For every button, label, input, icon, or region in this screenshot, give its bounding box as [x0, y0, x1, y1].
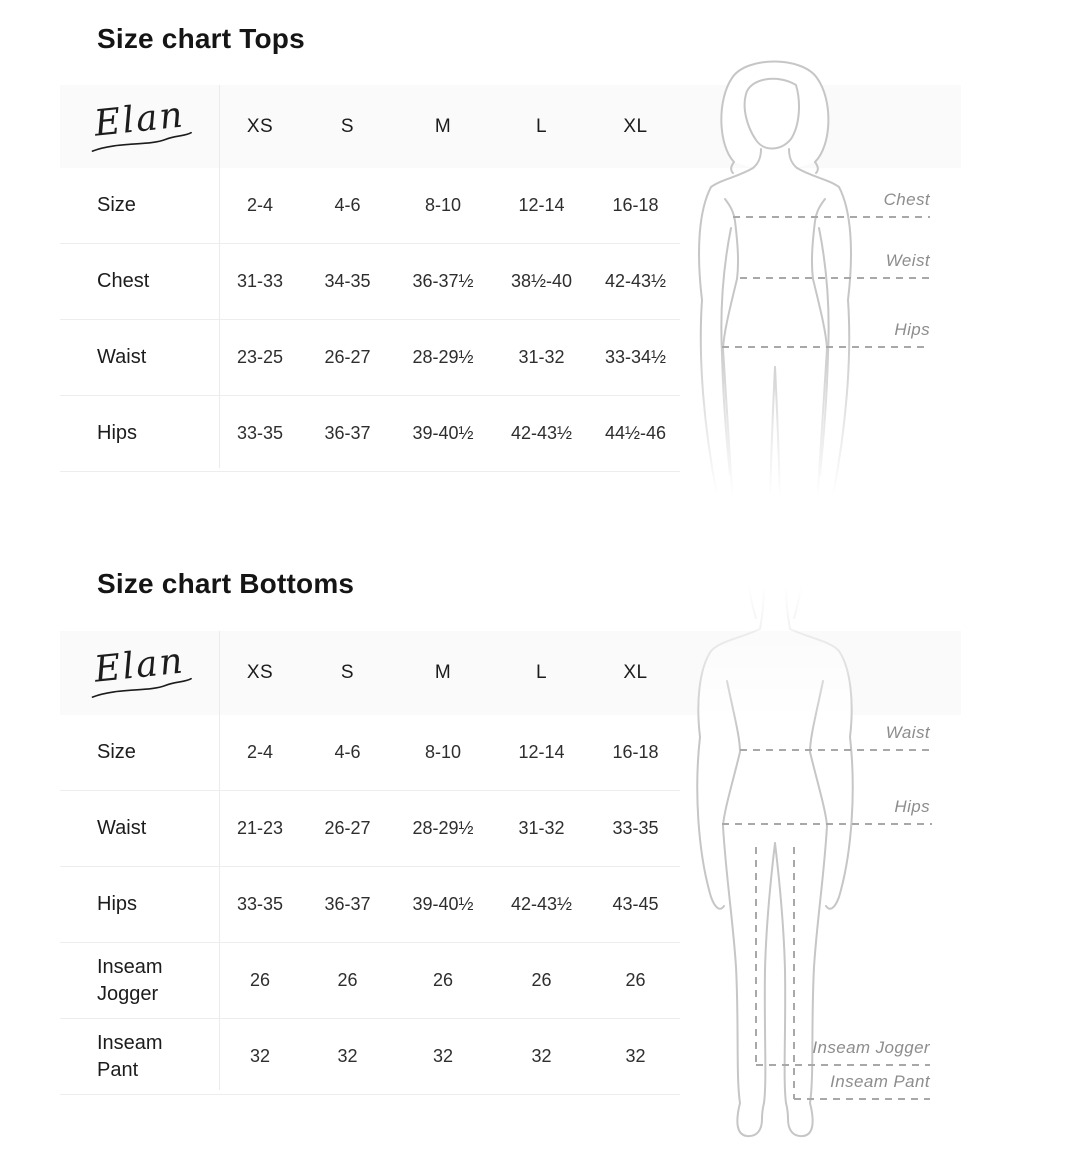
- brand-name: Elan: [91, 93, 187, 145]
- table-cell: 16-18: [612, 195, 659, 215]
- table-cell: 33-35: [236, 894, 284, 914]
- table-cell: 38½-40: [510, 271, 573, 291]
- table-cell: 31-32: [518, 347, 565, 367]
- table-cell: 28-29½: [412, 818, 474, 838]
- brand-logo: [60, 631, 219, 715]
- tops-row-label-waist: Waist: [97, 346, 147, 368]
- table-cell: 33-34½: [604, 347, 667, 367]
- table-cell: 26-27: [324, 347, 371, 367]
- tops-chest-guide-line: [733, 216, 930, 218]
- inseam-jogger-guide-line: [756, 1064, 930, 1066]
- brand-logo: [60, 85, 219, 168]
- table-cell: 39-40½: [412, 894, 474, 914]
- table-row: [60, 244, 680, 320]
- table-cell: 36-37½: [412, 271, 474, 291]
- table-cell: 32: [432, 1046, 454, 1066]
- bottoms-waist-guide-line: [740, 749, 932, 751]
- bottoms-row-label-hips: Hips: [97, 893, 138, 915]
- table-cell: 33-35: [612, 818, 659, 838]
- table-row: [60, 791, 680, 867]
- tops-table-column-divider: [219, 85, 220, 468]
- bottoms-size-table: [60, 631, 680, 1095]
- table-cell: 12-14: [518, 195, 565, 215]
- table-cell: 32: [337, 1046, 358, 1066]
- tops-column-header-m: M: [434, 115, 452, 137]
- tops-column-header-xl: XL: [623, 115, 648, 137]
- table-cell: 12-14: [518, 742, 565, 762]
- tops-hips-guide-line: [722, 346, 930, 348]
- tops-row-label-chest: Chest: [97, 270, 150, 292]
- bottoms-hips-guide-line: [722, 823, 932, 825]
- table-row: [60, 1019, 680, 1095]
- table-cell: 36-37: [324, 894, 371, 914]
- tops-hips-guide-label: Hips: [894, 320, 930, 339]
- table-cell: 28-29½: [412, 347, 474, 367]
- table-cell: 8-10: [424, 742, 462, 762]
- tops-page-title: Size chart Tops: [97, 23, 305, 54]
- bottoms-row-label-waist: Waist: [97, 817, 147, 839]
- table-cell: 26: [432, 970, 454, 990]
- table-cell: 21-23: [236, 818, 284, 838]
- table-cell: 26-27: [324, 818, 371, 838]
- table-cell: 34-35: [324, 271, 371, 291]
- brand-name: Elan: [91, 640, 187, 691]
- bottoms-page-title: Size chart Bottoms: [97, 568, 355, 599]
- table-cell: 32: [625, 1046, 646, 1066]
- table-row: [60, 320, 680, 396]
- table-cell: 44½-46: [604, 423, 667, 443]
- table-cell: 42-43½: [510, 423, 573, 443]
- tops-column-header-l: L: [535, 115, 548, 137]
- table-cell: 23-25: [236, 347, 284, 367]
- inseam-pant-guide-label: Inseam Pant: [830, 1072, 930, 1091]
- table-cell: 32: [531, 1046, 552, 1066]
- table-row: [60, 715, 680, 791]
- brand-signature: [85, 640, 193, 700]
- tops-row-label-size: Size: [97, 194, 136, 216]
- table-cell: 43-45: [612, 894, 659, 914]
- tops-chest-guide-label: Chest: [883, 190, 930, 209]
- bottoms-column-header-l: L: [535, 662, 548, 683]
- table-cell: 26: [337, 970, 358, 990]
- tops-size-table: [60, 85, 680, 472]
- bottoms-waist-guide-label: Waist: [885, 723, 930, 742]
- bottoms-row-label-size: Size: [97, 741, 136, 763]
- bottoms-row-label-inseam-jogger: Inseam Jogger: [97, 955, 163, 1005]
- tops-header-row: [60, 85, 680, 168]
- table-cell: 31-33: [236, 271, 284, 291]
- table-cell: 42-43½: [604, 271, 667, 291]
- table-cell: 31-32: [518, 818, 565, 838]
- inseam-pant-vertical-guide-line: [793, 847, 795, 1099]
- inseam-jogger-vertical-guide-line: [755, 847, 757, 1065]
- table-cell: 32: [249, 1046, 271, 1066]
- bottoms-hips-guide-label: Hips: [894, 797, 930, 816]
- bottoms-row-label-inseam-pant: Inseam Pant: [97, 1031, 163, 1081]
- tops-column-header-xs: XS: [246, 115, 274, 137]
- table-cell: 39-40½: [412, 423, 474, 443]
- female-figure-tops-icon: [690, 50, 960, 520]
- tops-column-header-s: S: [340, 115, 355, 137]
- table-cell: 42-43½: [510, 894, 573, 914]
- table-cell: 2-4: [246, 195, 273, 215]
- inseam-pant-guide-line: [794, 1098, 930, 1100]
- table-cell: 26: [625, 970, 646, 990]
- bottoms-column-header-s: S: [340, 662, 355, 683]
- table-cell: 4-6: [334, 195, 361, 215]
- tops-row-label-hips: Hips: [97, 422, 138, 444]
- tops-waist-guide-label: Weist: [885, 251, 930, 270]
- table-row: [60, 943, 680, 1019]
- table-cell: 4-6: [334, 742, 361, 762]
- table-cell: 16-18: [612, 742, 659, 762]
- table-cell: 33-35: [236, 423, 284, 443]
- bottoms-column-header-m: M: [434, 662, 452, 683]
- bottoms-header-row: [60, 631, 680, 715]
- table-row: [60, 168, 680, 244]
- table-cell: 8-10: [424, 195, 462, 215]
- table-cell: 26: [531, 970, 552, 990]
- brand-signature: [85, 93, 193, 153]
- tops-waist-guide-line: [740, 277, 930, 279]
- bottoms-table-column-divider: [219, 631, 220, 1090]
- inseam-jogger-guide-label: Inseam Jogger: [812, 1038, 930, 1057]
- table-row: [60, 867, 680, 943]
- table-cell: 2-4: [246, 742, 273, 762]
- table-row: [60, 396, 680, 472]
- female-figure-bottoms-icon: [690, 585, 960, 1151]
- bottoms-column-header-xs: XS: [246, 662, 274, 683]
- table-cell: 36-37: [324, 423, 371, 443]
- table-cell: 26: [249, 970, 271, 990]
- bottoms-column-header-xl: XL: [623, 662, 648, 683]
